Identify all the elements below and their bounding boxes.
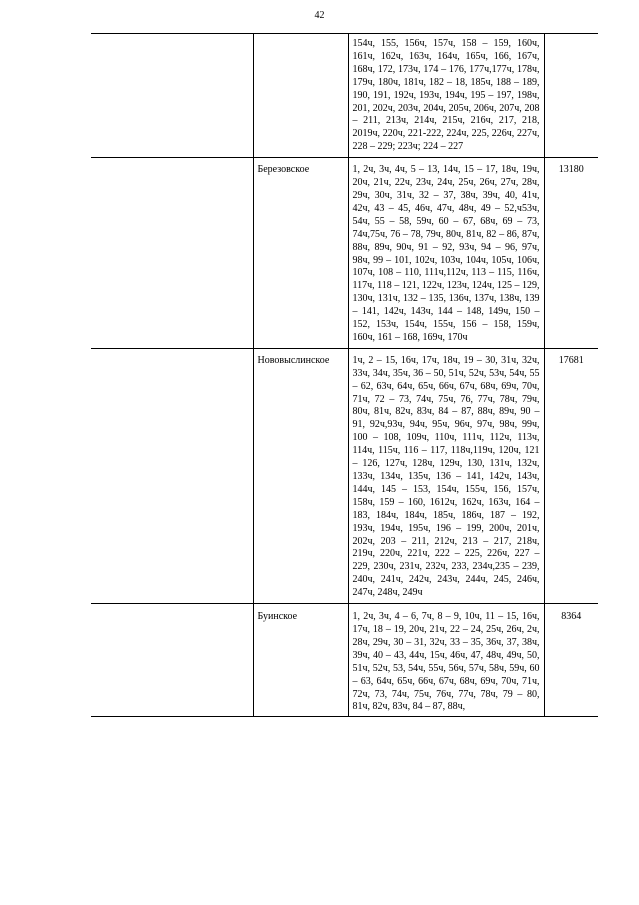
table-row — [91, 158, 598, 349]
settlement-name: Нововыслинское — [253, 348, 348, 603]
plots-table — [91, 33, 598, 717]
page-number: 42 — [314, 10, 325, 21]
settlement-name: Березовское — [253, 158, 348, 349]
area-value: 8364 — [544, 604, 598, 717]
table-row — [91, 604, 598, 717]
area-value: 17681 — [544, 348, 598, 603]
plot-numbers: 154ч, 155, 156ч, 157ч, 158 – 159, 160ч, 161ч, 162ч, 163ч, 164ч, 165ч, 166, 167ч, 168ч, 172, 173ч, 174 – 176, 177ч,177ч, 178ч, 179ч, 180ч, 181ч, 182 – 18, 185ч, 188 – 189, 190, 191, 192ч, 193ч, 194ч, 195 – 197, 198ч, 201, 202ч, 203ч, 204ч, 205ч, 206ч, 207ч, 208 – 211, 213ч, 214ч, 215ч, 216ч, 217, 218, 2019ч, 220ч, 221-222, 224ч, 225, 226ч, 227ч, 228 – 229; 223ч; 224 – 227 — [348, 34, 544, 158]
empty-cell — [91, 348, 253, 603]
area-value — [544, 34, 598, 158]
empty-cell — [91, 158, 253, 349]
empty-cell — [91, 34, 253, 158]
plot-numbers: 1, 2ч, 3ч, 4ч, 5 – 13, 14ч, 15 – 17, 18ч, 19ч, 20ч, 21ч, 22ч, 23ч, 24ч, 25ч, 26ч, 27ч, 28ч, 29ч, 30ч, 31ч, 32 – 37, 38ч, 39ч, 40, 41ч, 42ч, 43 – 45, 46ч, 47ч, 48ч, 49 – 52,ч53ч, 54ч, 55 – 58, 59ч, 60 – 67, 68ч, 69 – 73, 74ч,75ч, 76 – 78, 79ч, 80ч, 81ч, 82 – 86, 87ч, 88ч, 89ч, 90ч, 91 – 92, 93ч, 94 – 96, 97ч, 98ч, 99 – 101, 102ч, 103ч, 104ч, 105ч, 106ч, 107ч, 108 – 110, 111ч,112ч, 113 – 115, 116ч, 117ч, 118 – 121, 122ч, 123ч, 124ч, 125 – 129, 130ч, 131ч, 132 – 135, 136ч, 137ч, 138ч, 139 – 141, 142ч, 143ч, 144 – 148, 149ч, 150 – 152, 153ч, 154ч, 155ч, 156 – 158, 159ч, 160ч, 161 – 168, 169ч, 170ч — [348, 158, 544, 349]
settlement-name — [253, 34, 348, 158]
area-value: 13180 — [544, 158, 598, 349]
table-row — [91, 34, 598, 158]
table-row — [91, 348, 598, 603]
plot-numbers: 1ч, 2 – 15, 16ч, 17ч, 18ч, 19 – 30, 31ч, 32ч, 33ч, 34ч, 35ч, 36 – 50, 51ч, 52ч, 53ч, 54ч, 55 – 62, 63ч, 64ч, 65ч, 66ч, 67ч, 68ч, 69ч, 70ч, 71ч, 72 – 73, 74ч, 75ч, 76, 77ч, 78ч, 79ч, 80ч, 81ч, 82ч, 83ч, 84 – 87, 88ч, 89ч, 90 – 91, 92ч,93ч, 94ч, 95ч, 96ч, 97ч, 98ч, 99ч, 100 – 108, 109ч, 110ч, 111ч, 112ч, 113ч, 114ч, 115ч, 116 – 117, 118ч,119ч, 120ч, 121 – 126, 127ч, 128ч, 129ч, 130, 131ч, 132ч, 133ч, 134ч, 135ч, 136 – 141, 142ч, 143ч, 144ч, 145 – 153, 154ч, 155ч, 156, 157ч, 158ч, 159 – 160, 1612ч, 162ч, 163ч, 164 – 183, 184ч, 184ч, 185ч, 186ч, 187 – 192, 193ч, 194ч, 195ч, 196 – 199, 200ч, 201ч, 202ч, 203 – 211, 212ч, 213 – 217, 218ч, 219ч, 220ч, 221ч, 222 – 225, 226ч, 227 – 229, 230ч, 231ч, 232ч, 233, 234ч,235 – 239, 240ч, 241ч, 242ч, 243ч, 244ч, 245, 246ч, 247ч, 248ч, 249ч — [348, 348, 544, 603]
empty-cell — [91, 604, 253, 717]
plot-numbers: 1, 2ч, 3ч, 4 – 6, 7ч, 8 – 9, 10ч, 11 – 15, 16ч, 17ч, 18 – 19, 20ч, 21ч, 22 – 24, 25ч, 26ч, 2ч, 28ч, 29ч, 30 – 31, 32ч, 33 – 35, 36ч, 37, 38ч, 39ч, 40 – 43, 44ч, 15ч, 46ч, 47, 48ч, 49ч, 50, 51ч, 52ч, 53, 54ч, 55ч, 56ч, 57ч, 58ч, 59ч, 60 – 63, 64ч, 65ч, 66ч, 67ч, 68ч, 69ч, 70ч, 71ч, 72ч, 73, 74ч, 75ч, 76ч, 77ч, 78ч, 79 – 80, 81ч, 82ч, 83ч, 84 – 87, 88ч, — [348, 604, 544, 717]
settlement-name: Буинское — [253, 604, 348, 717]
